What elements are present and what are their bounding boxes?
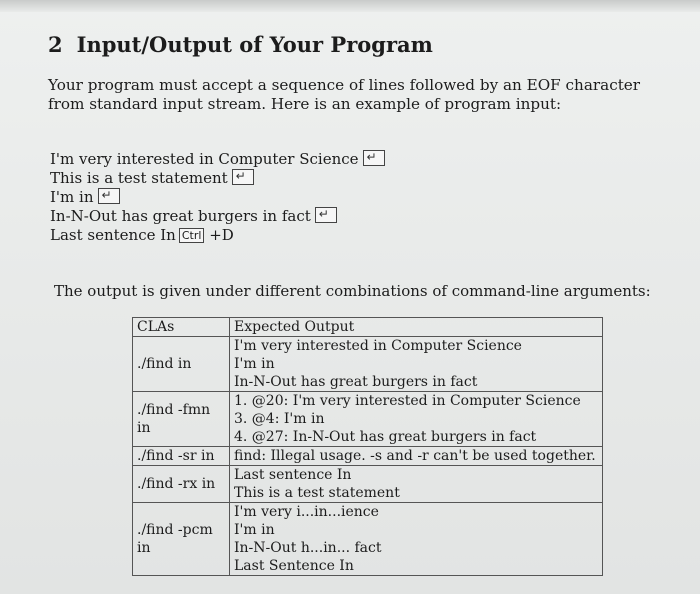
output-cell	[230, 503, 603, 576]
output-line: I'm very interested in Computer Science	[234, 338, 522, 354]
table-header-row	[133, 318, 603, 337]
output-line: Last Sentence In	[234, 558, 354, 574]
output-intro: The output is given under different combinations of command-line arguments:	[54, 282, 651, 300]
output-cell	[230, 447, 603, 466]
section-title: Input/Output of Your Program	[76, 32, 433, 57]
output-cell	[230, 466, 603, 503]
sample-line	[50, 150, 385, 169]
enter-key-icon	[98, 188, 120, 204]
cla-table	[132, 317, 603, 576]
output-line: In-N-Out h...in... fact	[234, 540, 382, 556]
header-expected-output: Expected Output	[230, 318, 603, 337]
output-line: In-N-Out has great burgers in fact	[234, 374, 478, 390]
cla-cell: ./find -rx in	[133, 466, 230, 503]
output-line: I'm in	[234, 522, 275, 538]
page-top-shadow	[0, 0, 700, 12]
output-line: 3. @4: I'm in	[234, 411, 325, 427]
intro-paragraph: Your program must accept a sequence of lines followed by an EOF character from standard input stream. Here is an example of program input:	[48, 76, 641, 113]
sample-line	[50, 169, 385, 188]
output-line: I'm in	[234, 356, 275, 372]
enter-key-icon	[315, 207, 337, 223]
output-line: I'm very i...in...ience	[234, 504, 379, 520]
sample-line-text: This is a test statement	[50, 169, 228, 187]
cla-cell: ./find -fmn in	[133, 392, 230, 447]
sample-line-text: In-N-Out has great burgers in fact	[50, 207, 311, 225]
output-line: find: Illegal usage. -s and -r can't be used together.	[234, 448, 596, 464]
ctrl-key-icon: Ctrl	[179, 228, 205, 243]
output-line: 4. @27: In-N-Out has great burgers in fact	[234, 429, 537, 445]
output-line: Last sentence In	[234, 467, 352, 483]
cla-cell: ./find in	[133, 337, 230, 392]
table-row	[133, 503, 603, 576]
output-cell	[230, 392, 603, 447]
output-line: This is a test statement	[234, 485, 400, 501]
header-clas: CLAs	[133, 318, 230, 337]
sample-line-text: Last sentence In	[50, 226, 176, 244]
table-row	[133, 466, 603, 503]
sample-line-text: I'm very interested in Computer Science	[50, 150, 359, 168]
sample-input-block	[50, 150, 385, 245]
output-cell	[230, 337, 603, 392]
table-row	[133, 392, 603, 447]
enter-key-icon	[232, 169, 254, 185]
output-line: 1. @20: I'm very interested in Computer Science	[234, 393, 581, 409]
table-row	[133, 447, 603, 466]
section-heading	[48, 32, 433, 57]
cla-cell: ./find -sr in	[133, 447, 230, 466]
sample-line	[50, 226, 385, 245]
sample-line	[50, 188, 385, 207]
sample-line	[50, 207, 385, 226]
ctrl-key-suffix: +D	[204, 226, 234, 244]
sample-line-text: I'm in	[50, 188, 94, 206]
section-number: 2	[48, 32, 63, 57]
enter-key-icon	[363, 150, 385, 166]
table-row	[133, 337, 603, 392]
cla-cell: ./find -pcm in	[133, 503, 230, 576]
